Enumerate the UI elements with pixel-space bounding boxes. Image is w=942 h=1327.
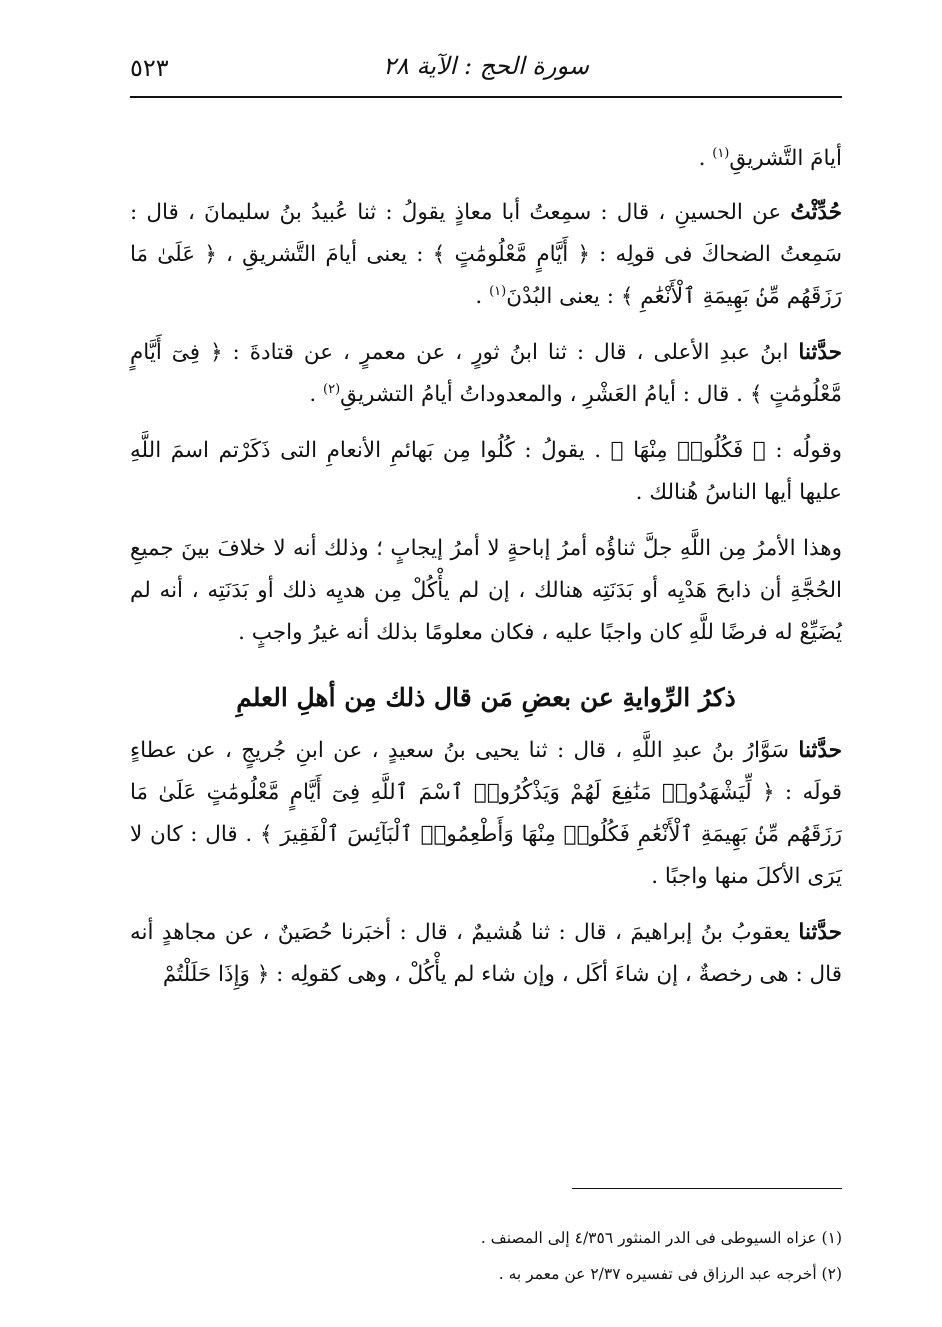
section-heading: ذكرُ الرِّوايةِ عن بعضِ مَن قال ذلك مِن أهلِ العلمِ xyxy=(236,683,736,712)
isnad-lead: حُدِّثْتُ xyxy=(790,200,842,225)
footnote: (١) عزاه السيوطى فى الدر المنثور ٤/٣٥٦ إلى المصنف . xyxy=(480,1229,842,1247)
paragraph-text: وهذا الأمرُ مِن اللَّهِ جلَّ ثناؤُه أمرُ إباحةٍ لا أمرُ إيجابٍ ؛ وذلك أنه لا خلافَ بينَ جميعِ الحُجَّةِ أن ذابحَ هَدْيِه أو بَدَنَتِه هنالك ، إن لم يأْكُلْ مِن هديِه ذلك أو بَدَنَتِه ، أنه لم يُضَيِّعْ له فرضًا للَّهِ كان واجبًا عليه ، فكان معلومًا بذلك أنه غيرُ واجبٍ . xyxy=(130,536,842,645)
page-number: ٥٢٣ xyxy=(130,54,169,82)
footnote: (٢) أخرجه عبد الرزاق فى تفسيره ٢/٣٧ عن معمر به . xyxy=(498,1265,842,1283)
header-divider xyxy=(130,96,842,98)
footnote-divider xyxy=(572,1188,842,1189)
paragraph xyxy=(130,730,842,898)
paragraph: حُدِّثْتُ عن الحسينِ ، قال : سمِعتُ أبا معاذٍ يقولُ : ثنا عُبيدُ بنُ سليمانَ ، قال : سَمِعتُ الضحاكَ فى قولِه : ﴿ أَيَّامٍ مَّعْلُومَٰتٍ ﴾ : يعنى أيامَ التَّشريقِ ، ﴿ عَلَىٰ مَا رَزَقَهُم مِّنۢ بَهِيمَةِ ٱلْأَنْعَٰمِ ﴾ : يعنى البُدْنَ$^{(١)}$ . xyxy=(130,200,842,309)
paragraph-text: أيامَ التَّشريقِ xyxy=(729,146,842,171)
main-text xyxy=(130,138,842,1010)
isnad-lead: حدَّثنا xyxy=(798,340,842,365)
footnote-ref: (٢) xyxy=(323,381,341,397)
isnad-lead: حدَّثنا xyxy=(798,738,842,763)
paragraph: حدَّثنا ابنُ عبدِ الأعلى ، قال : ثنا ابنُ ثورٍ ، عن معمرٍ ، عن قتادةَ : ﴿ فِىٓ أَيَّامٍ مَّعْلُومَٰتٍ ﴾ . قال : أيامُ العَشْرِ ، والمعدوداتُ أيامُ التشريقِ$^{(٢)}$ . xyxy=(130,340,842,407)
paragraph-text: عن الحسينِ ، قال : سمِعتُ أبا معاذٍ يقولُ : ثنا عُبيدُ بنُ سليمانَ ، قال : سَمِعتُ الضحاكَ فى قولِه : ﴿ أَيَّامٍ مَّعْلُومَٰتٍ ﴾ : يعنى أيامَ التَّشريقِ ، ﴿ عَلَىٰ مَا رَزَقَهُم مِّنۢ بَهِيمَةِ ٱلْأَنْعَٰمِ ﴾ : يعنى البُدْنَ xyxy=(130,200,842,309)
paragraph: أيامَ التَّشريقِ$^{(١)}$ . xyxy=(698,145,842,171)
page-header xyxy=(130,52,842,96)
paragraph xyxy=(130,912,842,996)
paragraph-text: وقولُه : ﴿ فَكُلُوا۟ مِنْهَا ﴾ . يقولُ : كُلُوا مِن بَهائمِ الأنعامِ التى ذَكَرْتم اسمَ اللَّهِ عليها أيها الناسُ هُنالك . xyxy=(130,438,842,505)
isnad-lead: حدَّثنا xyxy=(798,920,842,945)
footnotes xyxy=(130,1220,842,1292)
running-title: سورة الحج : الآية ٢٨ xyxy=(383,52,589,80)
paragraph-text: سَوَّارُ بنُ عبدِ اللَّهِ ، قال : ثنا يحيى بنُ سعيدٍ ، عن ابنِ جُريجٍ ، عن عطاءٍ قولَه : ﴿ لِّيَشْهَدُوا۟ مَنَٰفِعَ لَهُمْ وَيَذْكُرُوا۟ ٱسْمَ ٱللَّهِ فِىٓ أَيَّامٍ مَّعْلُومَٰتٍ عَلَىٰ مَا رَزَقَهُم مِّنۢ بَهِيمَةِ ٱلْأَنْعَٰمِ فَكُلُوا۟ مِنْهَا وَأَطْعِمُوا۟ ٱلْبَآئِسَ ٱلْفَقِيرَ ﴾ . قال : كان لا يَرَى الأكلَ منها واجبًا . xyxy=(130,738,842,889)
paragraph xyxy=(130,430,842,514)
footnote-ref: (١) xyxy=(712,145,730,161)
paragraph-text: يعقوبُ بنُ إبراهيمَ ، قال : ثنا هُشيمٌ ، قال : أخبَرنا حُصَينٌ ، عن مجاهدٍ أنه قال : هى رخصةٌ ، إن شاءَ أكَل ، وإن شاء لم يأْكُلْ ، وهى كقولِه : ﴿ وَإِذَا حَلَلْتُمْ xyxy=(130,920,842,987)
paragraph-text: ابنُ عبدِ الأعلى ، قال : ثنا ابنُ ثورٍ ، عن معمرٍ ، عن قتادةَ : ﴿ فِىٓ أَيَّامٍ مَّعْلُومَٰتٍ ﴾ . قال : أيامُ العَشْرِ ، والمعدوداتُ أيامُ التشريقِ xyxy=(130,340,842,407)
paragraph xyxy=(130,528,842,654)
footnote-ref: (١) xyxy=(489,283,507,299)
